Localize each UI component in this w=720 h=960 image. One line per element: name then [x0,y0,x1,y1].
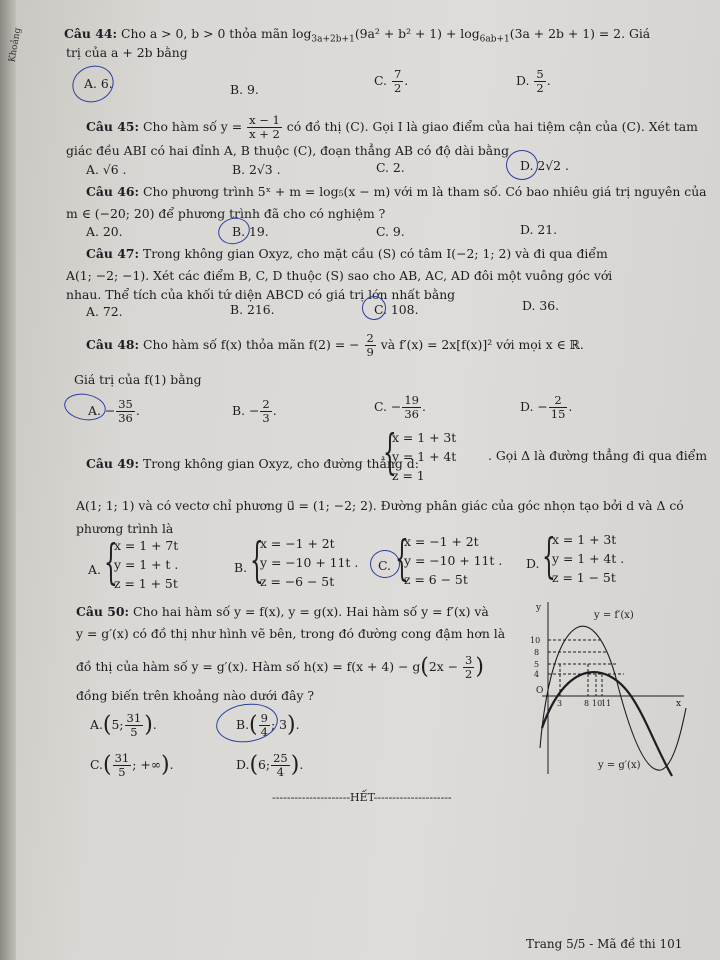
q45-num: x − 1 [249,113,280,127]
graph-g-label: y = g′(x) [598,760,641,771]
q48-den: 9 [366,345,374,359]
q50-b-letter: B. [236,717,250,732]
q49-a-x: x = 1 + 7t [114,538,179,553]
q45-option-c[interactable]: C. 2. [376,160,405,175]
q48-fraction [365,332,376,359]
q50-a-den: 5 [130,725,138,739]
q46-option-a[interactable]: A. 20. [86,224,123,239]
y-tick-4: 4 [534,670,540,679]
q50-line-4: đồng biến trên khoảng nào dưới đây ? [76,688,315,703]
q50-line-2: y = g′(x) có đồ thị như hình vẽ bên, trong đó đường cong đậm hơn là [76,626,506,641]
x-tick-11: 11 [601,699,612,708]
q48-b-frac [260,398,271,425]
q48-line-2: Giá trị của f(1) bằng [74,372,202,387]
q49-option-a-letter[interactable]: A. [88,562,101,577]
d-eq-y: y = 1 + 4t [392,449,457,464]
q49-d-x: x = 1 + 3t [552,532,617,547]
question-50-line-1 [76,604,489,620]
q47-text: Trong không gian Oxyz, cho mặt cầu (S) có tâm I(−2; 1; 2) và đi qua điểm [142,246,608,261]
q49-label: Câu 49: [86,456,140,471]
q49-d-z: z = 1 − 5t [552,570,616,585]
q48-b-num: 2 [262,397,270,411]
q44-d-fraction [534,68,545,95]
q48-option-b[interactable]: B. − $\frac{2}{3}$ . [232,397,277,425]
q46-label: Câu 46: [86,184,140,199]
q49-c-z: z = 6 − 5t [404,572,468,587]
q44-d-num: 5 [536,67,544,81]
q50-c-num: 31 [114,751,130,765]
q44-option-a[interactable]: A. 6. [84,76,113,91]
q50-a-num: 31 [126,711,142,725]
handwritten-circle [506,150,538,180]
q45-option-a[interactable]: A. √6 . [86,162,127,177]
q50-d-left: 6; [258,757,271,772]
q48-c-num: 19 [404,393,419,407]
q44-d-label: D. [516,73,530,88]
q48-c-den: 36 [404,407,419,421]
q50-c-letter: C. [90,757,103,772]
q44-option-d[interactable]: D. $\frac{5}{2}$ . [516,67,551,95]
q49-c-y: y = −10 + 11t . [404,553,503,568]
q49-b-brace: { [250,532,264,588]
q50-c-frac [113,752,132,779]
q45-label: Câu 45: [86,119,140,134]
q50-line-3: đồ thị của hàm số y = g′(x). Hàm số h(x) = f(x + 4) − g(2x − $\frac{3}{2}$ ) [76,653,484,681]
q49-option-b[interactable] [260,534,358,591]
q49-b-x: x = −1 + 2t [260,536,335,551]
q50-option-b[interactable]: B.( $\frac{9}{4}$ ; 3). [236,711,300,739]
q46-option-d[interactable]: D. 21. [520,222,558,237]
q48-option-d[interactable]: D. − $\frac{2}{15}$ . [520,393,573,421]
q44-option-c[interactable]: C. $\frac{7}{2}$ . [374,67,409,95]
q46-option-b[interactable]: B. 19. [232,224,269,239]
handwritten-circle [362,296,386,320]
q46-text: Cho phương trình 5ˣ + m = log₅(x − m) với m là tham số. Có bao nhiêu giá trị nguyên của [142,184,707,199]
q49-text-b: . Gọi Δ là đường thẳng đi qua điểm [488,448,708,463]
handwritten-circle [67,60,119,108]
q49-option-b-letter[interactable]: B. [234,560,248,575]
q47-option-c[interactable]: C. 108. [374,302,419,317]
d-system [392,428,456,485]
q44-text3: (3a + 2b + 1) = 2. Giá [509,26,651,41]
q44-text: Cho a > 0, b > 0 thỏa mãn log [120,26,312,41]
q48-text-b: và f′(x) = 2x[f(x)]² với mọi x ∈ ℝ. [380,337,584,352]
q44-c-den: 2 [393,81,402,95]
q48-a-num: 35 [118,397,133,411]
q50-text-3b: 2x − [428,659,459,674]
q49-d-brace: { [542,528,556,584]
edge-text: Khoảng [7,26,24,64]
q50-num: 3 [465,653,473,667]
q47-label: Câu 47: [86,246,140,261]
q49-option-c-letter[interactable]: C. [378,558,391,573]
x-tick-10: 10 [592,699,603,708]
q48-a-den: 36 [118,411,133,425]
question-48-line-1 [86,332,584,359]
q48-option-c[interactable]: C. − $\frac{19}{36}$ . [374,393,426,421]
q49-option-d[interactable] [552,530,624,587]
q47-option-b[interactable]: B. 216. [230,302,275,317]
q50-b-right: ; 3 [270,717,287,732]
derivative-graph [496,598,692,778]
q48-num: 2 [366,331,374,345]
q46-line-2: m ∈ (−20; 20) để phương trình đã cho có nghiệm ? [66,206,386,221]
x-tick-3: 3 [557,699,563,708]
x-tick-8: 8 [584,699,590,708]
q50-label: Câu 50: [76,604,130,619]
q49-b-z: z = −6 − 5t [260,574,335,589]
q48-d-frac [549,394,568,421]
d-system-brace: { [383,424,397,480]
q49-option-a[interactable] [114,536,178,593]
q50-option-a[interactable]: A.(5; $\frac{31}{5}$ ). [90,711,157,739]
q48-label: Câu 48: [86,337,140,352]
q48-b-label: B. − [232,403,260,418]
q50-b-num: 9 [260,711,268,725]
q49-c-brace: { [395,530,409,586]
q50-a-letter: A. [90,717,103,732]
page-binding-edge [0,0,24,960]
q47-line-2: A(1; −2; −1). Xét các điểm B, C, D thuộc (S) sao cho AB, AC, AD đôi một vuông góc với [66,268,613,283]
q48-c-label: C. − [374,399,402,414]
page-footer: Trang 5/5 - Mã đề thi 101 [526,937,683,951]
q48-d-num: 2 [549,394,568,408]
graph-y-label: y [536,603,542,613]
q50-d-num: 25 [273,751,288,765]
q46-option-c[interactable]: C. 9. [376,224,405,239]
q44-sub2: 6ab+1 [479,34,510,45]
q50-option-c[interactable]: C.( $\frac{31}{5}$ ; +∞). [90,751,174,779]
q49-a-brace: { [104,534,118,590]
q50-d-letter: D. [236,757,250,772]
question-47-line-1 [86,246,608,262]
q47-option-a[interactable]: A. 72. [86,304,123,319]
graph-origin: O [536,686,544,696]
q49-text: Trong không gian Oxyz, cho đường thẳng d: [142,456,419,471]
q50-fraction [463,654,474,681]
q45-den: x + 2 [249,127,280,141]
q44-text2: (9a² + b² + 1) + log [354,26,480,41]
q50-a-frac [125,712,144,739]
question-46-line-1 [86,184,707,200]
q49-line-3: phương trình là [76,521,174,536]
y-tick-10: 10 [530,636,541,645]
q48-c-frac [402,394,421,421]
q49-option-d-letter[interactable]: D. [526,556,540,571]
y-tick-5: 5 [534,660,540,669]
q48-d-label: D. − [520,399,548,414]
q50-den: 2 [465,667,473,681]
q44-label: Câu 44: [64,26,118,41]
q44-c-label: C. [374,73,387,88]
graph-f-label: y = f′(x) [594,610,634,621]
d-eq-z: z = 1 [392,468,425,483]
q48-text-a: Cho hàm số f(x) thỏa mãn f(2) = − [142,337,360,352]
q44-sub1: 3a+2b+1 [311,34,355,45]
q50-text: Cho hai hàm số y = f(x), y = g(x). Hai hàm số y = f′(x) và [132,604,489,619]
q48-b-den: 3 [262,411,270,425]
q47-line-3: nhau. Thể tích của khối tứ diện ABCD có giá trị lớn nhất bằng [66,287,456,302]
q45-option-b[interactable]: B. 2√3 . [232,162,281,177]
q45-fraction [247,114,282,141]
y-tick-8: 8 [534,648,540,657]
q50-c-den: 5 [118,765,126,779]
q44-option-b[interactable]: B. 9. [230,82,259,97]
q44-c-fraction [392,68,403,95]
q50-text-3a: đồ thị của hàm số y = g′(x). Hàm số h(x) = f(x + 4) − g [76,659,421,674]
d-eq-x: x = 1 + 3t [392,430,457,445]
handwritten-circle [214,700,281,746]
q50-d-den: 4 [276,765,285,779]
question-45-line-1 [86,114,698,141]
graph-x-label: x [676,699,682,709]
q48-a-frac [116,398,135,425]
q50-d-frac [271,752,290,779]
q49-line-2: A(1; 1; 1) và có vectơ chỉ phương u⃗ = (1; −2; 2). Đường phân giác của góc nhọn tạo bởi d và Δ có [76,498,684,513]
q47-option-d[interactable]: D. 36. [522,298,560,313]
q45-line-2: giác đều ABI có hai đỉnh A, B thuộc (C), đoạn thẳng AB có độ dài bằng [66,143,510,158]
q49-b-y: y = −10 + 11t . [260,555,359,570]
q44-d-den: 2 [536,81,544,95]
q44-line-2: trị của a + 2b bằng [66,45,188,60]
q45-option-d[interactable]: D. 2√2 . [520,158,569,173]
q48-a-label: A. − [88,403,116,418]
q49-a-z: z = 1 + 5t [114,576,178,591]
question-49-line-1 [86,456,419,472]
q49-a-y: y = 1 + t . [114,557,179,572]
q45-text-b: có đồ thị (C). Gọi I là giao điểm của hai tiệm cận của (C). Xét tam [286,119,698,134]
q50-a-left: 5; [111,717,124,732]
q44-c-num: 7 [393,67,402,81]
q50-b-den: 4 [260,725,268,739]
q50-c-right: ; +∞ [132,757,162,772]
q49-d-y: y = 1 + 4t . [552,551,625,566]
q48-option-a[interactable]: A. − $\frac{35}{36}$ . [88,397,140,425]
q49-c-x: x = −1 + 2t [404,534,479,549]
q45-text-a: Cho hàm số y = [142,119,243,134]
end-marker: ---------------------HẾT--------------------- [272,791,452,804]
q49-option-c[interactable] [404,532,502,589]
q48-d-den: 15 [550,407,566,421]
q50-option-d[interactable]: D.(6; $\frac{25}{4}$ ). [236,751,304,779]
